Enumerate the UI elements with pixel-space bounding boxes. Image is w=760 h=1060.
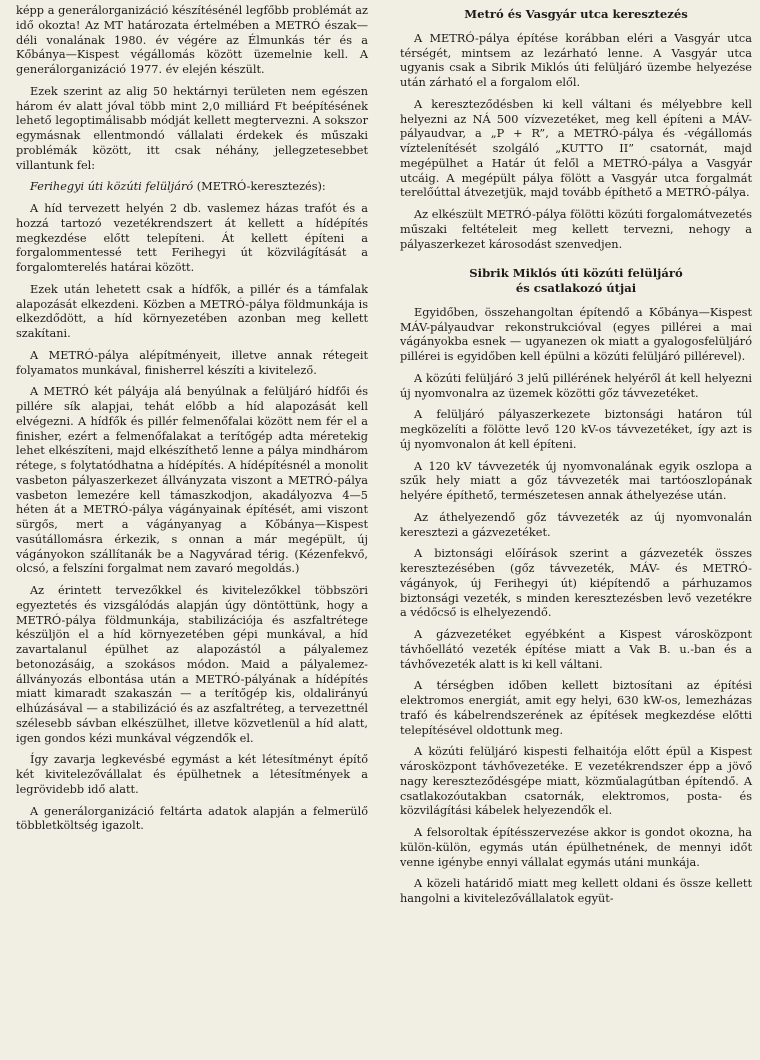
- paragraph: A biztonsági előírások szerint a gázvezeték összes keresztezésében (gőz távvezeték, MÁV- és METRÓ-vágányok, új Ferihegyi út) kiépítendő a párhuzamos biztonsági vezeték, s minden keresztezésben levő vezetékre a védőcső is elhelyezendő.: [400, 547, 752, 620]
- right-column: [400, 4, 752, 914]
- paragraph: A közeli határidő miatt meg kellett oldani és össze kellett hangolni a kivitelezővállalatok együt-: [400, 877, 752, 905]
- section-heading: [400, 266, 752, 296]
- paragraph: Egyidőben, összehangoltan építendő a Kőbánya—Kispest MÁV-pályaudvar rekonstrukcióval (egyes pillérei a mai vágányokba esnek — ugyanezen ok miatt a gyalogosfelüljáró pillérei is egyidőben kell épülni a közúti felüljáró pillérevel).: [400, 305, 752, 363]
- paragraph: A közúti felüljáró kispesti felhaitója előtt épül a Kispest városközpont távhővezetéke. E vezetékrendszer épp a jövő nagy kereszteződésgépe miatt, közműalagútban építendő. A csatlakozóutakban csatornák, elektromos, posta- és közvilágítási kábelek helyezendők el.: [400, 745, 752, 818]
- paragraph: Ezek szerint az alig 50 hektárnyi területen nem egészen három év alatt jóval több mint 2,0 milliárd Ft beépítésének lehető legoptimálisabb módját kellett megtervezni. A sokszor egymásnak ellentmondó vállalati érdekek és műszaki problémák között, itt csak néhány, jellegzetesebbet villantunk fel:: [16, 84, 368, 172]
- section-heading: Metró és Vasgyár utca keresztezés: [464, 7, 688, 21]
- paragraph: képp a generálorganizáció készítésénél legfőbb problémát az idő okozta! Az MT határozata értelmében a METRÓ észak—déli vonalának 1980. év végére az Élmunkás tér és a Kőbánya—Kispest végállomás között üzemelnie kell. A generálorganizáció 1977. év elején készült.: [16, 4, 368, 76]
- section-subheading: [16, 180, 368, 195]
- paragraph: Az áthelyezendő gőz távvezeték az új nyomvonalán keresztezi a gázvezetéket.: [400, 510, 752, 539]
- paragraph: A METRÓ-pálya építése korábban eléri a Vasgyár utca térségét, mintsem az lezárható lenne. A Vasgyár utca ugyanis csak a Sibrik Miklós úti felüljáró üzembe helyezése után zárható el a forgalom elől.: [400, 31, 752, 89]
- heading-line: Sibrik Miklós úti közúti felüljáró: [469, 266, 683, 281]
- paragraph: A METRÓ-pálya alépítményeit, illetve annak rétegeit folyamatos munkával, finisherrel készíti a kivitelező.: [16, 348, 368, 377]
- paragraph: A gázvezetéket egyébként a Kispest városközpont távhőellátó vezeték építése miatt a Vak B. u.-ban és a távhővezeték alatt is ki kell váltani.: [400, 628, 752, 671]
- paragraph: A térségben időben kellett biztosítani az építési elektromos energiát, amit egy helyi, 630 kW-os, lemezházas trafó és kábelrendszerének az építések megkezdése előtti telepítésével oldottunk meg.: [400, 679, 752, 737]
- subheading-note: (METRÓ-keresztezés):: [193, 180, 326, 194]
- paragraph: Így zavarja legkevésbé egymást a két létesítményt építő két kivitelezővállalat és épülhetnek a létesítmények a legrövidebb idő alatt.: [16, 753, 368, 796]
- paragraph: Az érintett tervezőkkel és kivitelezőkkel többszöri egyeztetés és vizsgálódás alapján úgy döntöttünk, hogy a METRÓ-pálya földmunkája, stabilizációja és aszfaltrétege készüljön el a híd környezetében gépi munkával, a híd zavartalanul épülhet az alapozástól a pályalemez betonozásáig, a szokásos módon. Maid a pályalemez-állványozás elbontása után a METRÓ-pályának a hídépítés miatt kimaradt szakaszán — a terítőgép kis, oldalirányú elhúzásával — a stabilizáció és az aszfaltréteg, a tervezettnél szélesebb sávban elkészülhet, illetve közvetlenül a híd alatt, igen gondos kézi munkával végzendők el.: [16, 584, 368, 745]
- paragraph: A METRÓ két pályája alá benyúlnak a felüljáró hídfői és pillére sík alapjai, tehát előbb a híd alapozását kell elvégezni. A hídfők és pillér felmenőfalai között nem fér el a finisher, ezért a felmenőfalakat a terítőgép adta méretekig lehet elkészíteni, majd elkészíthető lenne a pálya mindhárom rétege, s folytatódhatna a hídépítés. A hídépítésnél a monolit vasbeton pályaszerkezet állványzata viszont a METRÓ-pálya vasbeton lemezére kell támaszkodjon, akadályozva 4—5 héten át a METRÓ-pálya vágányainak építését, ami viszont sürgős, mert a vágányanyag a Kőbánya—Kispest vasútállomásra érkezik, s onnan a már megépült, új vágányokon szállítanák be a Nagyvárad térig. (Kézenfekvő, olcsó, a felszíni forgalmat nem zavaró megoldás.): [16, 385, 368, 576]
- paragraph: Ezek után lehetett csak a hídfők, a pillér és a támfalak alapozását elkezdeni. Közben a METRÓ-pálya földmunkája is elkezdődött, a híd környezetében azonban meg kellett szakítani.: [16, 282, 368, 340]
- paragraph: A közúti felüljáró 3 jelű pillérének helyéről át kell helyezni új nyomvonalra az üzemek közötti gőz távvezetéket.: [400, 371, 752, 400]
- paragraph: Az elkészült METRÓ-pálya fölötti közúti forgalomátvezetés műszaki feltételeit meg kellett tervezni, nehogy a pályaszerkezet károsodást szenvedjen.: [400, 208, 752, 251]
- paragraph: A 120 kV távvezeték új nyomvonalának egyik oszlopa a szűk hely miatt a gőz távvezeték mai tartóoszlopának helyére építhető, természetesen annak áthelyezése után.: [400, 459, 752, 502]
- subheading-title: Ferihegyi úti közúti felüljáró: [30, 180, 194, 194]
- paragraph: A felüljáró pályaszerkezete biztonsági határon túl megközelíti a fölötte levő 120 kV-os távvezetéket, így azt is új nyomvonalon át kell építeni.: [400, 408, 752, 451]
- paragraph: A kereszteződésben ki kell váltani és mélyebbre kell helyezni az NÁ 500 vízvezetéket, meg kell építeni a MÁV-pályaudvar, a „P + R”, a METRÓ-pálya és -végállomás víztelenítését szolgáló „KUTTO II” csatornát, majd megépülhet a Határ út felől a METRÓ-pálya a Vasgyár utcáig. A megépült pálya fölött a Vasgyár utca forgalmát terelőúttal átvezetjük, majd tovább építhető a METRÓ-pálya.: [400, 97, 752, 200]
- paragraph: A generálorganizáció feltárta adatok alapján a felmerülő többletköltség igazolt.: [16, 804, 368, 833]
- left-column: [16, 4, 368, 841]
- heading-line: és csatlakozó útjai: [515, 281, 637, 295]
- paragraph: A felsoroltak építésszervezése akkor is gondot okozna, ha külön-külön, egymás után épülhetnének, de mennyi időt venne igénybe ennyi vállalat egymás utáni munkája.: [400, 826, 752, 869]
- paragraph: A híd tervezett helyén 2 db. vaslemez házas trafót és a hozzá tartozó vezetékrendszert át kellett a hídépítés megkezdése előtt telepíteni. Át kellett építeni a forgalommentessé tett Ferihegyi út közvilágítását a forgalomterelés határai között.: [16, 202, 368, 274]
